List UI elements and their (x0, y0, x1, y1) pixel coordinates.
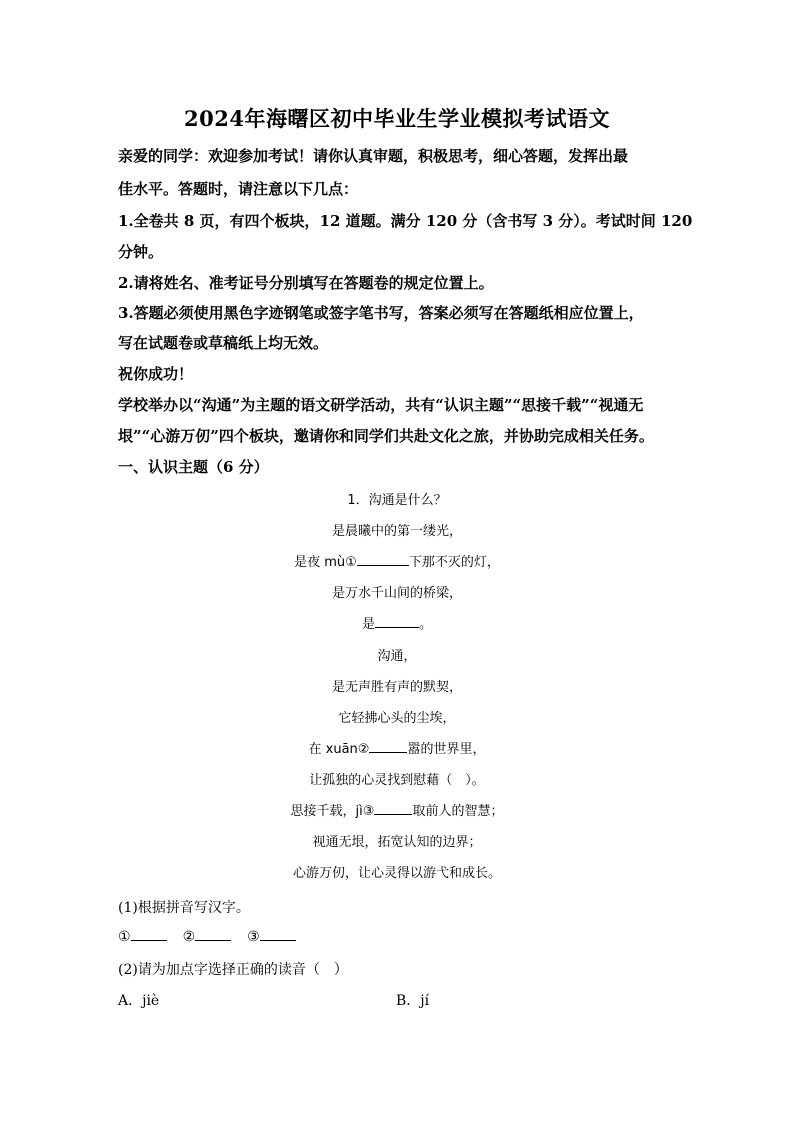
blank-1 (357, 553, 409, 566)
answer-blank-3[interactable] (260, 928, 296, 941)
poem-line-4: 是万水千山间的桥梁， (331, 586, 462, 601)
poem-line-13: 心游万仞，让心灵得以游弋和成长。 (292, 866, 501, 881)
option-a[interactable]: A．jiè (118, 993, 160, 1009)
poem-line-10: 让孤独的心灵找到慰藉（ ）。 (309, 773, 485, 788)
question-1-2: (2)请为加点字选择正确的读音（ ） (118, 962, 348, 978)
activity-line-2: 垠”“心游万仞”四个板块，邀请你和同学们共赴文化之旅，并协助完成相关任务。 (118, 427, 654, 445)
note-3-line-1: 3.答题必须使用黑色字迹钢笔或签字笔书写，答案必须写在答题纸相应位置上， (118, 304, 644, 322)
answer-blanks (118, 928, 312, 945)
poem-line-9-start: 在 xuān② (308, 742, 370, 757)
poem-line-9-end: 嚣的世界里， (407, 742, 486, 757)
poem-line-5-start: 是 (361, 617, 375, 632)
answer-blank-1[interactable] (131, 928, 167, 941)
poem-line-11-start: 思接千载，jì③ (290, 804, 375, 819)
note-1-line-2: 分钟。 (118, 243, 164, 261)
poem-line-5 (0, 613, 794, 632)
note-2: 2.请将姓名、准考证号分别填写在答题卷的规定位置上。 (118, 274, 494, 292)
poem-line-3 (0, 551, 794, 570)
question-1-1: (1)根据拼音写汉字。 (118, 900, 250, 916)
poem-line-9 (0, 738, 794, 757)
blank-2 (369, 740, 407, 753)
exam-title: 2024年海曙区初中毕业生学业模拟考试语文 (184, 106, 610, 131)
answer-mark-1: ① (118, 929, 131, 945)
blank-poem-line (375, 615, 419, 628)
intro-line-2: 佳水平。答题时，请注意以下几点： (118, 180, 359, 198)
activity-line-1: 学校举办以“沟通”为主题的语文研学活动，共有“认识主题”“思接千载”“视通无 (118, 396, 644, 414)
poem-line-1: 1．沟通是什么？ (347, 493, 447, 508)
note-1-line-1: 1.全卷共 8 页，有四个板块，12 道题。满分 120 分（含书写 3 分）。考试时间 120 (118, 212, 693, 230)
answer-mark-3: ③ (247, 929, 260, 945)
option-b[interactable]: B．jí (396, 993, 430, 1009)
poem-line-11-end: 取前人的智慧； (412, 804, 504, 819)
poem-line-7: 是无声胜有声的默契， (331, 680, 462, 695)
blank-3 (374, 802, 412, 815)
poem-line-8: 它轻拂心头的尘埃， (338, 711, 456, 726)
poem-line-2: 是晨曦中的第一缕光， (331, 524, 462, 539)
poem-line-12: 视通无垠，拓宽认知的边界； (312, 835, 482, 850)
section-1-heading: 一、认识主题（6 分） (118, 458, 269, 476)
poem-line-5-end: 。 (419, 617, 433, 632)
intro-line-1: 亲爱的同学：欢迎参加考试！请你认真审题，积极思考，细心答题，发挥出最 (118, 147, 629, 165)
poem-line-3-start: 是夜 mù① (294, 555, 357, 570)
answer-mark-2: ② (182, 929, 196, 945)
wish-text: 祝你成功！ (118, 365, 194, 383)
poem-line-11 (0, 800, 794, 819)
poem-line-3-end: 下那不灭的灯， (408, 555, 500, 570)
note-3-line-2: 写在试题卷或草稿纸上均无效。 (118, 334, 329, 352)
poem-line-6: 沟通， (377, 649, 417, 664)
answer-blank-2[interactable] (195, 928, 231, 941)
